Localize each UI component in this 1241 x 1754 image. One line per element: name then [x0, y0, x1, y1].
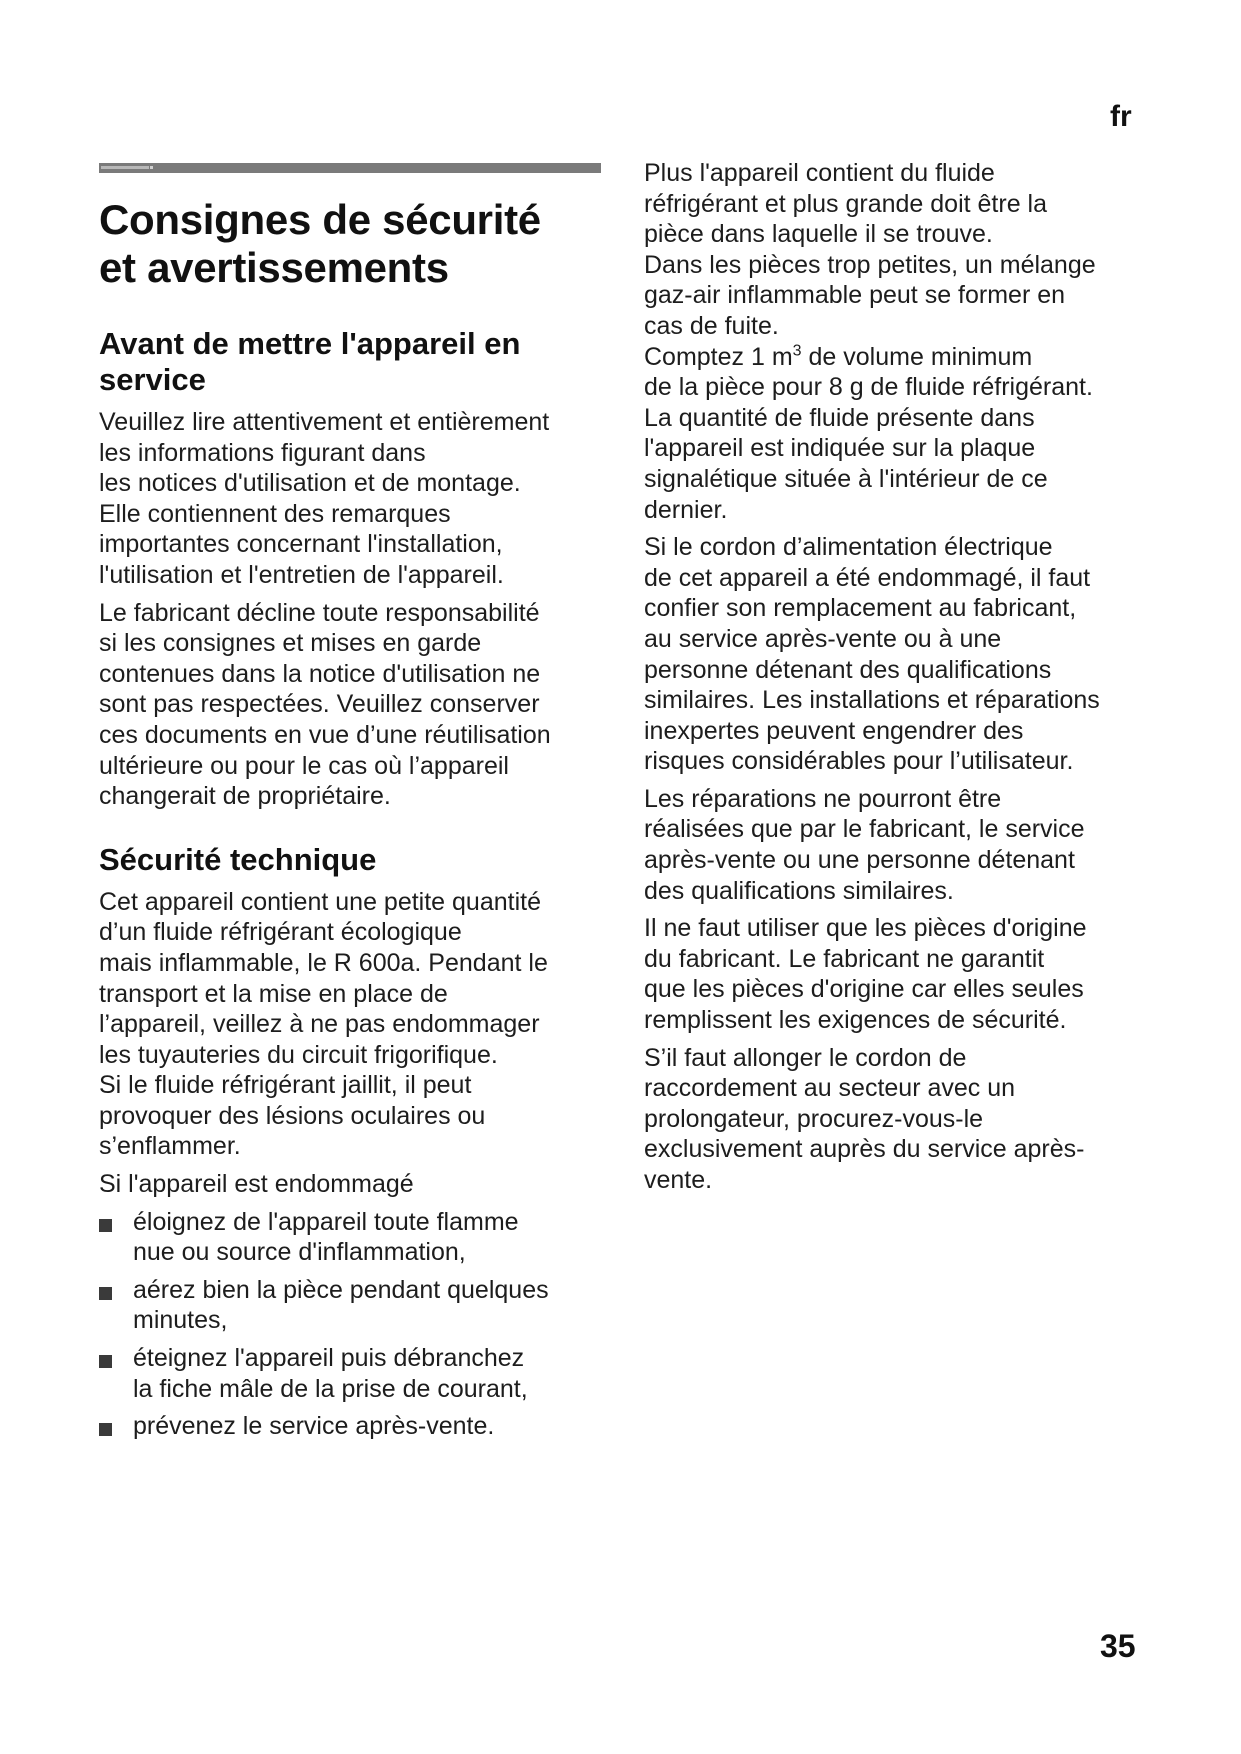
language-label: fr — [1110, 100, 1132, 133]
paragraph-repairs — [644, 784, 1164, 906]
text-line: gaz-air inflammable peut se former en — [644, 281, 1066, 310]
title-line: Consignes de sécurité — [99, 196, 541, 243]
text-line: provoquer des lésions oculaires ou — [99, 1101, 486, 1130]
text-line: personne détenant des qualifications — [644, 655, 1052, 684]
list-item — [99, 1207, 601, 1268]
text-line: pièce dans laquelle il se trouve. — [644, 220, 993, 249]
text-line: après-vente ou une personne détenant — [644, 846, 1075, 875]
text-line: Les réparations ne pourront être — [644, 784, 1002, 813]
square-bullet-icon — [99, 1355, 112, 1368]
text-line: l'utilisation et l'entretien de l'appareil. — [99, 560, 504, 589]
text-line: ultérieure ou pour le cas où l’appareil — [99, 751, 509, 780]
text-line: cas de fuite. — [644, 311, 779, 340]
text-line: importantes concernant l'installation, — [99, 530, 503, 559]
text-line: prévenez le service après-vente. — [133, 1412, 495, 1441]
text-line: contenues dans la notice d'utilisation ne — [99, 659, 541, 688]
rule-marker-dot — [150, 166, 153, 169]
square-bullet-icon — [99, 1287, 112, 1300]
text-line: Si le cordon d’alimentation électrique — [644, 533, 1053, 562]
text-line: la fiche mâle de la prise de courant, — [133, 1374, 528, 1403]
section-heading-technical-safety: Sécurité technique — [99, 841, 377, 877]
text-line: Cet appareil contient une petite quantité — [99, 887, 541, 916]
text-line: Il ne faut utiliser que les pièces d'origine — [644, 914, 1087, 943]
text-line: de la pièce pour 8 g de fluide réfrigérant. — [644, 373, 1093, 402]
text-line: s’enflammer. — [99, 1132, 241, 1161]
volume-superscript: 3 — [792, 342, 802, 360]
text-line: prolongateur, procurez-vous-le — [644, 1104, 984, 1133]
text-line-volume — [644, 343, 1032, 371]
text-line: si les consignes et mises en garde — [99, 629, 482, 658]
volume-text: Comptez 1 m — [644, 342, 793, 371]
text-line: des qualifications similaires. — [644, 876, 954, 905]
text-line: transport et la mise en place de — [99, 979, 448, 1008]
text-line: risques considérables pour l’utilisateur. — [644, 747, 1074, 776]
square-bullet-icon — [99, 1219, 112, 1232]
text-line: Veuillez lire attentivement et entièrement — [99, 408, 550, 436]
text-line: raccordement au secteur avec un — [644, 1074, 1016, 1103]
text-line: les informations figurant dans — [99, 438, 426, 467]
text-line: La quantité de fluide présente dans — [644, 403, 1035, 432]
text-line: aérez bien la pièce pendant quelques — [133, 1275, 549, 1304]
text-line: Le fabricant décline toute responsabilité — [99, 598, 540, 627]
text-line: réalisées que par le fabricant, le service — [644, 815, 1085, 844]
text-line: de cet appareil a été endommagé, il faut — [644, 563, 1091, 592]
text-line: les notices d'utilisation et de montage. — [99, 469, 521, 498]
heading-line: Avant de mettre l'appareil en — [99, 326, 521, 361]
paragraph-read-instructions — [99, 407, 601, 591]
text-line: S’il faut allonger le cordon de — [644, 1043, 967, 1072]
text-line: au service après-vente ou à une — [644, 624, 1002, 653]
page-title — [99, 196, 601, 292]
damage-steps-list — [99, 1207, 601, 1442]
text-line: Plus l'appareil contient du fluide — [644, 159, 995, 187]
text-line: mais inflammable, le R 600a. Pendant le — [99, 948, 548, 977]
text-line: similaires. Les installations et réparations — [644, 686, 1100, 715]
text-line: les tuyauteries du circuit frigorifique. — [99, 1040, 498, 1069]
text-line: inexpertes peuvent engendrer des — [644, 716, 1024, 745]
text-line: confier son remplacement au fabricant, — [644, 594, 1077, 623]
paragraph-if-damaged: Si l'appareil est endommagé — [99, 1170, 414, 1199]
text-line: minutes, — [133, 1306, 228, 1335]
paragraph-liability — [99, 598, 601, 812]
text-line: éteignez l'appareil puis débranchez — [133, 1344, 525, 1373]
paragraph-refrigerant — [99, 887, 601, 1162]
right-column — [644, 158, 1164, 1196]
heading-line: service — [99, 362, 206, 397]
list-item — [99, 1275, 601, 1336]
text-line: Elle contiennent des remarques — [99, 499, 451, 528]
rule-marker — [101, 166, 149, 169]
text-line: du fabricant. Le fabricant ne garantit — [644, 944, 1045, 973]
text-line: d’un fluide réfrigérant écologique — [99, 918, 462, 947]
left-column — [99, 163, 601, 1449]
text-line: remplissent les exigences de sécurité. — [644, 1006, 1067, 1035]
section-heading-before-use — [99, 326, 601, 398]
title-line: et avertissements — [99, 244, 449, 291]
text-line: changerait de propriétaire. — [99, 782, 391, 811]
paragraph-room-size — [644, 158, 1164, 525]
text-line: vente. — [644, 1166, 713, 1194]
paragraph-power-cord — [644, 532, 1164, 777]
square-bullet-icon — [99, 1423, 112, 1436]
list-item — [99, 1411, 601, 1442]
list-item — [99, 1343, 601, 1404]
text-line: exclusivement auprès du service après- — [644, 1135, 1085, 1164]
text-line: ces documents en vue d’une réutilisation — [99, 720, 551, 749]
text-line: réfrigérant et plus grande doit être la — [644, 189, 1048, 218]
paragraph-original-parts — [644, 913, 1164, 1035]
text-line: Dans les pièces trop petites, un mélange — [644, 250, 1096, 279]
text-line: que les pièces d'origine car elles seules — [644, 975, 1084, 1004]
text-line: l’appareil, veillez à ne pas endommager — [99, 1010, 540, 1039]
text-line: signalétique située à l'intérieur de ce — [644, 464, 1048, 493]
volume-text: de volume minimum — [801, 342, 1033, 371]
text-line: nue ou source d'inflammation, — [133, 1238, 466, 1267]
section-rule — [99, 163, 601, 173]
paragraph-extension-cord — [644, 1043, 1164, 1196]
text-line: Si le fluide réfrigérant jaillit, il peut — [99, 1071, 472, 1100]
text-line: l'appareil est indiquée sur la plaque — [644, 434, 1036, 463]
text-line: dernier. — [644, 495, 728, 524]
text-line: sont pas respectées. Veuillez conserver — [99, 690, 540, 719]
text-line: éloignez de l'appareil toute flamme — [133, 1207, 519, 1236]
page-number: 35 — [1100, 1628, 1136, 1664]
